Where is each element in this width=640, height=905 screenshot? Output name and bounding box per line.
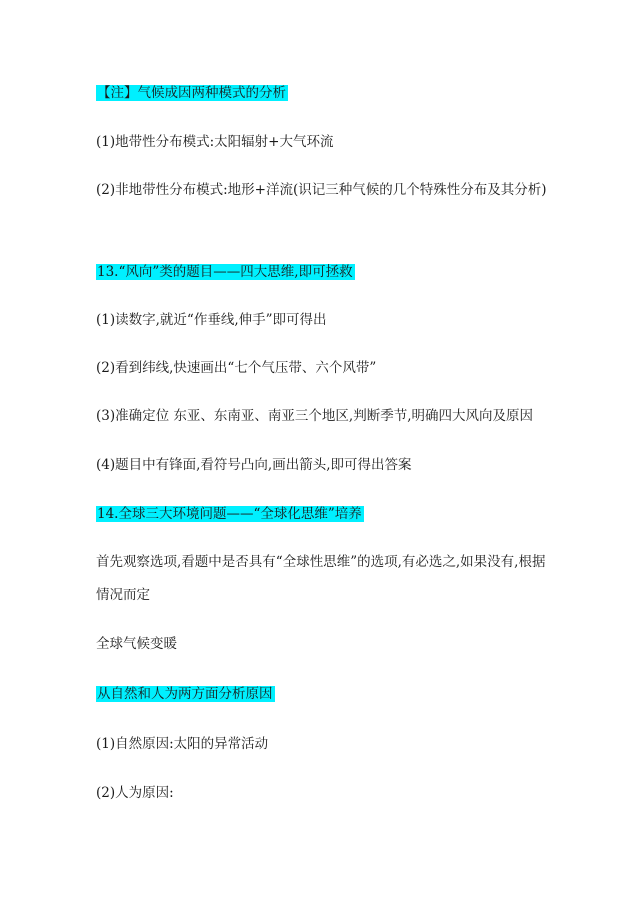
section-13-heading	[96, 261, 355, 283]
paragraph-line: (1)地带性分布模式:太阳辐射+大气环流	[96, 134, 334, 150]
paragraph-line: (2)看到纬线,快速画出“七个气压带、六个风带”	[96, 360, 377, 376]
paragraph-line: 全球气候变暖	[96, 636, 177, 652]
highlighted-text: 从自然和人为两方面分析原因	[97, 686, 273, 702]
section-14-heading	[96, 503, 364, 525]
paragraph-line: 情况而定	[96, 587, 150, 603]
highlighted-text: 【注】气候成因两种模式的分析	[97, 85, 286, 101]
subsection-heading	[96, 683, 275, 705]
highlighted-text: 13.“风向”类的题目——四大思维,即可拯救	[97, 264, 353, 280]
section-note-heading	[96, 82, 288, 104]
paragraph-line: 首先观察选项,看题中是否具有“全球性思维”的选项,有必选之,如果没有,根据	[96, 554, 546, 570]
highlighted-text: 14.全球三大环境问题——“全球化思维”培养	[97, 506, 362, 522]
paragraph-line: (3)准确定位 东亚、东南亚、南亚三个地区,判断季节,明确四大风向及原因	[96, 408, 533, 424]
paragraph-line: (1)读数字,就近“作垂线,伸手”即可得出	[96, 312, 327, 328]
paragraph-line: (1)自然原因:太阳的异常活动	[96, 736, 269, 752]
paragraph-line: (2)人为原因:	[96, 785, 174, 801]
paragraph-line: (4)题目中有锋面,看符号凸向,画出箭头,即可得出答案	[96, 457, 412, 473]
paragraph-line: (2)非地带性分布模式:地形+洋流(识记三种气候的几个特殊性分布及其分析)	[96, 182, 547, 198]
